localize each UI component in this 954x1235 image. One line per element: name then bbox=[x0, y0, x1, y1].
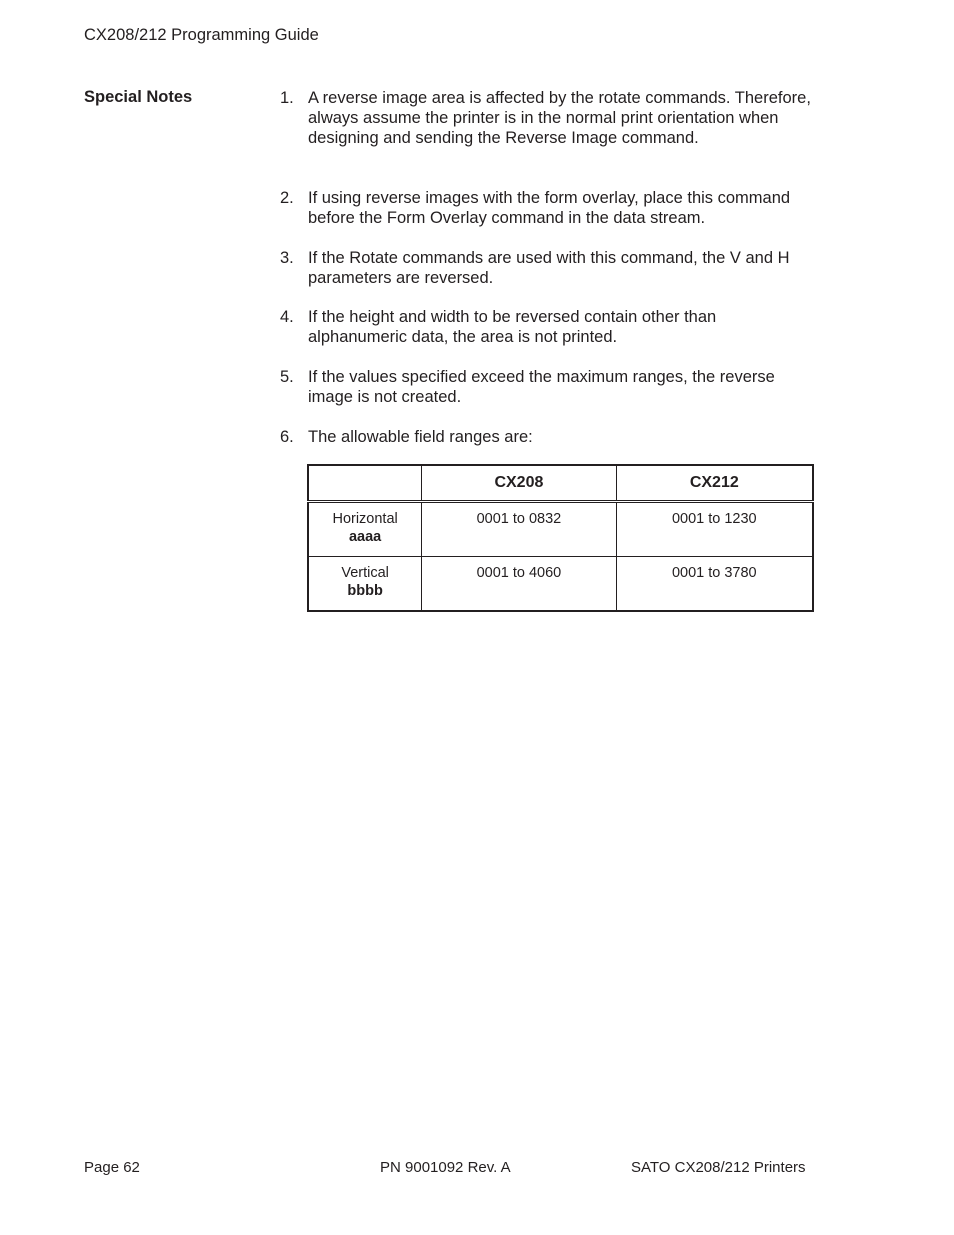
table-header-empty bbox=[308, 465, 422, 502]
row-parameter-code: aaaa bbox=[348, 529, 382, 545]
row-label-text: Vertical bbox=[341, 565, 389, 581]
note-item bbox=[280, 188, 820, 248]
table-cell-cx212: 0001 to 3780 bbox=[616, 557, 813, 612]
note-number: 3. bbox=[280, 249, 294, 267]
row-parameter-code: bbbb bbox=[347, 583, 383, 599]
note-number: 1. bbox=[280, 89, 294, 107]
note-text: A reverse image area is affected by the rotate commands. Therefore, always assume the printer is in the normal print orientation when designing and sending the Reverse Image command. bbox=[308, 89, 811, 147]
table-header-row bbox=[308, 465, 813, 502]
row-label-text: Horizontal bbox=[332, 511, 398, 527]
table-row-label bbox=[308, 502, 422, 557]
field-ranges-table bbox=[307, 464, 814, 612]
note-item bbox=[280, 307, 820, 367]
section-label: Special Notes bbox=[84, 88, 193, 106]
note-number: 6. bbox=[280, 428, 294, 446]
note-text: If the height and width to be reversed contain other than alphanumeric data, the area is not printed. bbox=[308, 308, 717, 346]
note-text: The allowable field ranges are: bbox=[308, 428, 533, 446]
footer-part-number: PN 9001092 Rev. A bbox=[380, 1159, 511, 1176]
table-header-cx212: CX212 bbox=[616, 465, 813, 502]
page-header-title: CX208/212 Programming Guide bbox=[84, 26, 319, 44]
table-row-label bbox=[308, 557, 422, 612]
table-row bbox=[308, 557, 813, 612]
note-number: 4. bbox=[280, 308, 294, 326]
table-row bbox=[308, 502, 813, 557]
table-header-cx208: CX208 bbox=[422, 465, 616, 502]
note-item bbox=[280, 248, 820, 307]
note-text: If the values specified exceed the maximum ranges, the reverse image is not created. bbox=[308, 368, 775, 406]
special-notes-list bbox=[280, 88, 820, 447]
note-item bbox=[280, 88, 820, 188]
footer-page-number: Page 62 bbox=[84, 1159, 140, 1176]
table-cell-cx208: 0001 to 0832 bbox=[422, 502, 616, 557]
note-item bbox=[280, 367, 820, 427]
note-text: If the Rotate commands are used with this command, the V and H parameters are reversed. bbox=[308, 249, 790, 287]
note-number: 2. bbox=[280, 189, 294, 207]
table-cell-cx208: 0001 to 4060 bbox=[422, 557, 616, 612]
footer-product-name: SATO CX208/212 Printers bbox=[631, 1159, 806, 1176]
note-text: If using reverse images with the form overlay, place this command before the Form Overlay command in the data stream. bbox=[308, 189, 791, 227]
note-item bbox=[280, 427, 820, 447]
table-cell-cx212: 0001 to 1230 bbox=[616, 502, 813, 557]
note-number: 5. bbox=[280, 368, 294, 386]
